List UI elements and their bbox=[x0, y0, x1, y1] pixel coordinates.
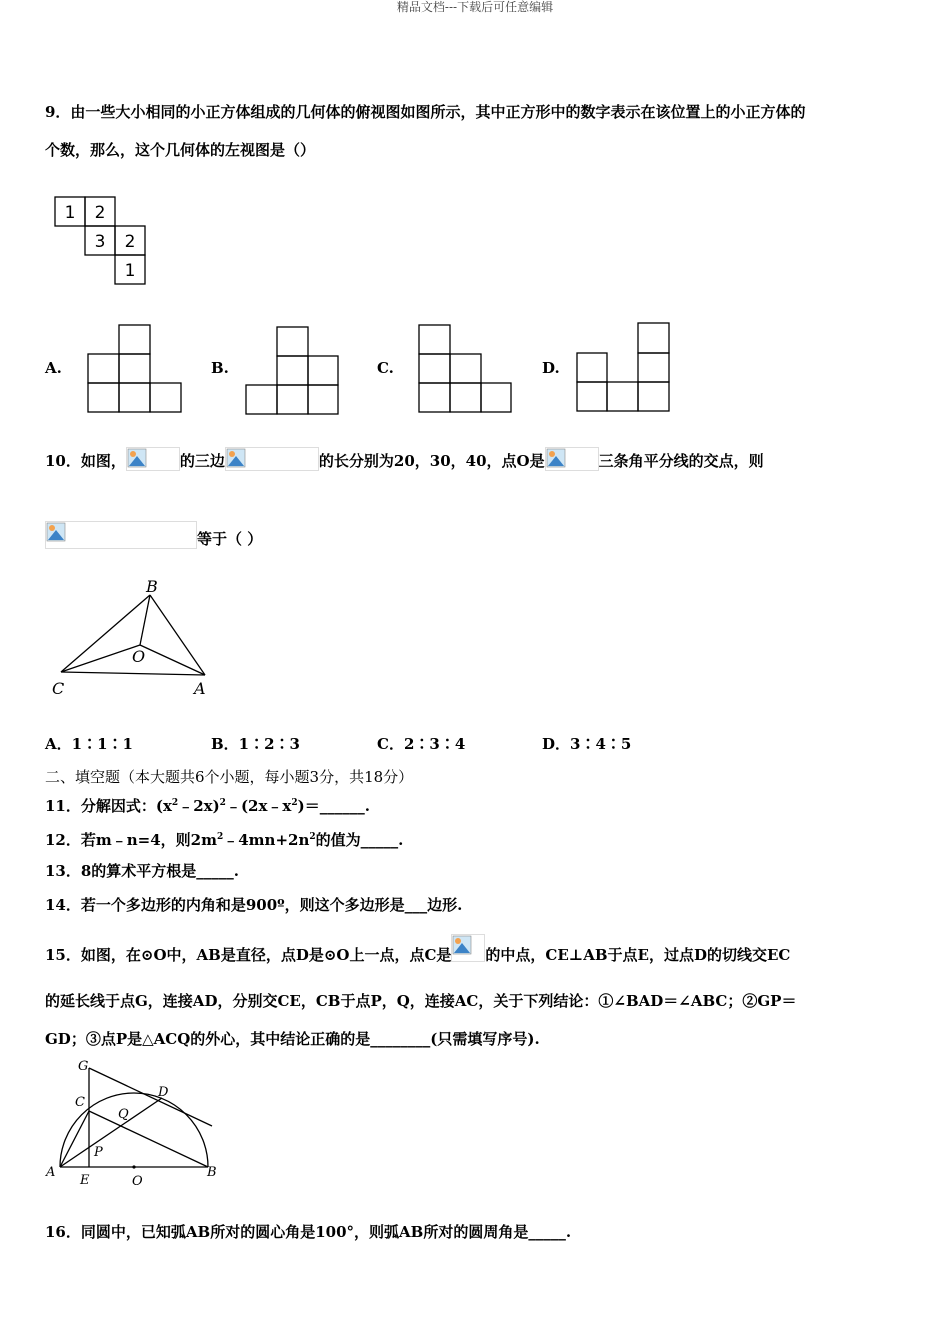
section-heading: 二、填空题（本大题共6个小题，每小题3分，共18分） bbox=[45, 768, 414, 786]
page-header: 精品文档---下载后可任意编辑 bbox=[396, 0, 554, 14]
q9-option-d-label[interactable]: D. bbox=[542, 359, 560, 377]
broken-image-icon bbox=[451, 934, 485, 962]
q12-text: 12．若m﹣n=4，则$2m^2﹣4mn+2n^2$的值为_____. bbox=[45, 831, 404, 849]
broken-image-icon bbox=[45, 521, 197, 549]
q9-top-view-grid bbox=[55, 197, 150, 287]
q15-text-line3: GD；③点P是△ACQ的外心，其中结论正确的是________(只需填写序号). bbox=[45, 1030, 540, 1048]
grid-cell: 1 bbox=[124, 261, 136, 281]
q9-option-b-label[interactable]: B. bbox=[211, 359, 229, 377]
point-label-a: A bbox=[46, 1165, 56, 1180]
q13-text: 13．8的算术平方根是_____. bbox=[45, 862, 240, 880]
point-label-c: C bbox=[75, 1095, 85, 1110]
q10-triangle-figure bbox=[48, 574, 223, 699]
q15-text-line1 bbox=[45, 942, 790, 970]
q15-text-part: 15．如图，在⊙O中，AB是直径，点D是⊙O上一点，点C是 bbox=[45, 946, 452, 964]
point-label-b: B bbox=[207, 1165, 217, 1180]
q14-text: 14．若一个多边形的内角和是900º，则这个多边形是___边形. bbox=[45, 896, 463, 914]
point-label-o: O bbox=[132, 1174, 143, 1189]
q11-text: 11．分解因式：$(x^2﹣2x)^2﹣(2x﹣x^2)=\_\_\_\_\_\_$. bbox=[45, 797, 370, 815]
q9-option-b-figure bbox=[245, 326, 340, 416]
vertex-label-a: A bbox=[194, 679, 206, 698]
grid-cell: 2 bbox=[94, 203, 106, 223]
q9-option-c-figure bbox=[418, 324, 513, 414]
q15-text-line2: 的延长线于点G，连接AD，分别交CE，CB于点P，Q，连接AC，关于下列结论：①∠BAD＝∠ABC；②GP＝ bbox=[45, 992, 797, 1010]
q10-text-part: 的三边 bbox=[179, 452, 225, 470]
q10-option-d[interactable]: D．3∶4∶5 bbox=[542, 735, 632, 753]
broken-image-icon bbox=[225, 447, 319, 471]
q10-option-a[interactable]: A．1∶1∶1 bbox=[45, 735, 133, 753]
q10-text-part: 10．如图， bbox=[45, 452, 126, 470]
q10-text-part: 等于（ ） bbox=[197, 530, 263, 548]
point-label-e: E bbox=[80, 1173, 90, 1188]
grid-cell: 2 bbox=[124, 232, 136, 252]
q9-option-a-figure bbox=[88, 324, 183, 414]
broken-image-icon bbox=[545, 447, 599, 471]
broken-image-icon bbox=[126, 447, 180, 471]
grid-cell: 3 bbox=[94, 232, 106, 252]
q9-option-c-label[interactable]: C. bbox=[377, 359, 394, 377]
point-label-q: Q bbox=[118, 1107, 129, 1122]
point-label-d: D bbox=[158, 1085, 169, 1100]
q9-option-a-label[interactable]: A. bbox=[45, 359, 62, 377]
vertex-label-b: B bbox=[146, 577, 158, 596]
q10-text-part: 的长分别为20，30，40，点O是 bbox=[318, 452, 545, 470]
q15-text-part: 的中点，CE⊥AB于点E，过点D的切线交EC bbox=[485, 946, 791, 964]
q9-text-line1: 9．由一些大小相同的小正方体组成的几何体的俯视图如图所示，其中正方形中的数字表示在该位置上的小正方体的 bbox=[45, 103, 806, 121]
point-label-p: P bbox=[94, 1145, 103, 1160]
vertex-label-c: C bbox=[52, 679, 65, 698]
q10-option-b[interactable]: B．1∶2∶3 bbox=[211, 735, 300, 753]
q9-option-d-figure bbox=[576, 322, 671, 412]
q10-option-c[interactable]: C．2∶3∶4 bbox=[377, 735, 466, 753]
q10-text-part: 三条角平分线的交点，则 bbox=[598, 452, 764, 470]
q10-text-line2 bbox=[45, 526, 262, 554]
grid-cell: 1 bbox=[64, 203, 76, 223]
q16-text: 16．同圆中，已知弧AB所对的圆心角是100°，则弧AB所对的圆周角是_____. bbox=[45, 1223, 572, 1241]
point-label-o: O bbox=[132, 647, 146, 666]
q15-circle-figure bbox=[44, 1058, 229, 1188]
point-label-g: G bbox=[78, 1059, 89, 1074]
q10-text-line1 bbox=[45, 450, 764, 474]
q9-text-line2: 个数，那么，这个几何体的左视图是（） bbox=[45, 141, 316, 159]
